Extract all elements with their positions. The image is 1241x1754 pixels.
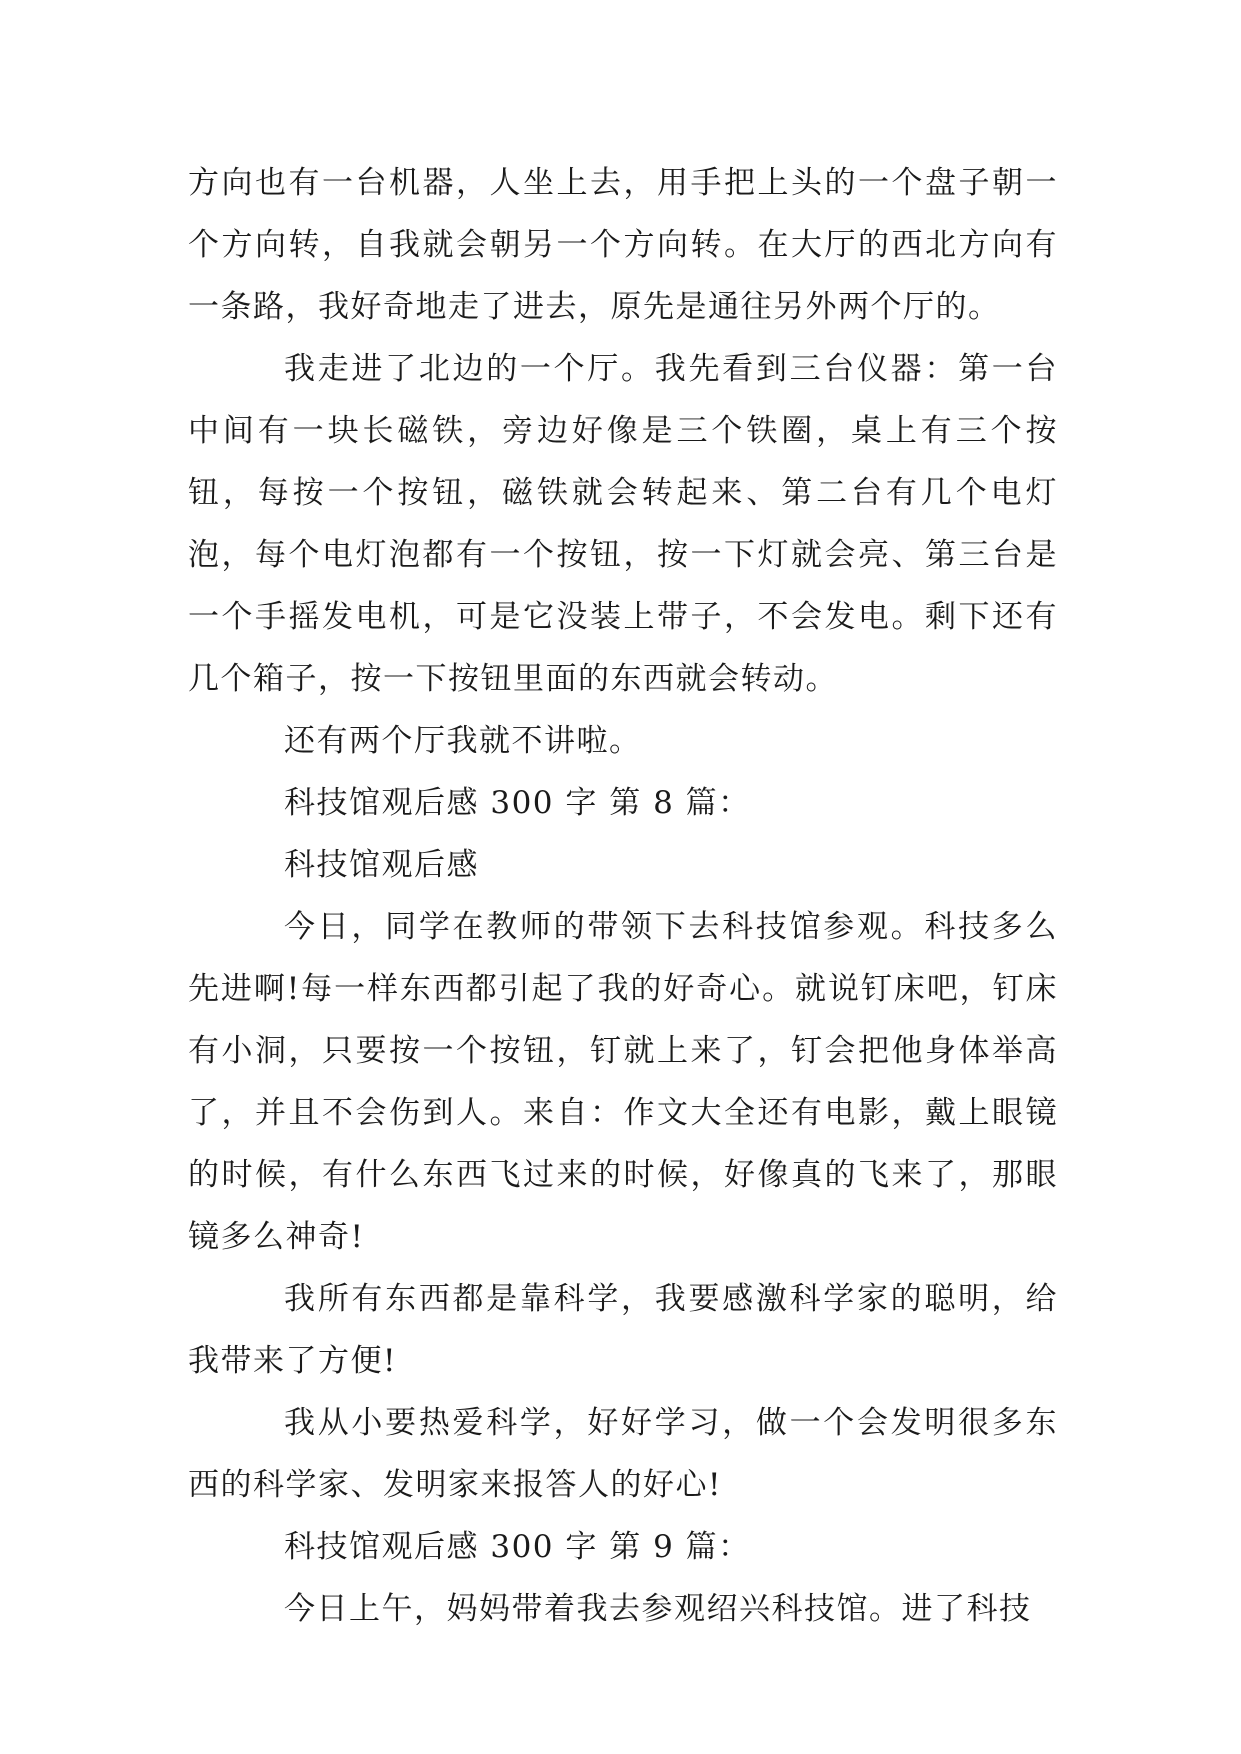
paragraph-10: 今日上午，妈妈带着我去参观绍兴科技馆。进了科技 [284, 1591, 1032, 1627]
document-body [188, 152, 1058, 1640]
paragraph-8: 我从小要热爱科学，好好学习，做一个会发明很多东西的科学家、发明家来报答人的好心! [188, 1405, 1058, 1503]
paragraph-6: 今日，同学在教师的带领下去科技馆参观。科技多么先进啊!每一样东西都引起了我的好奇心。就说钉床吧，钉床有小洞，只要按一个按钮，钉就上来了，钉会把他身体举高了，并且不会伤到人。来自：作文大全还有电影，戴上眼镜的时候，有什么东西飞过来的时候，好像真的飞来了，那眼镜多么神奇! [188, 909, 1058, 1255]
essay-title: 科技馆观后感 [284, 847, 479, 883]
paragraph-1: 方向也有一台机器，人坐上去，用手把上头的一个盘子朝一个方向转，自我就会朝另一个方向转。在大厅的西北方向有一条路，我好奇地走了进去，原先是通往另外两个厅的。 [188, 165, 1058, 325]
paragraph-7: 我所有东西都是靠科学，我要感激科学家的聪明，给我带来了方便! [188, 1281, 1058, 1379]
section-heading-8: 科技馆观后感 300 字 第 8 篇： [284, 785, 751, 821]
paragraph-3: 还有两个厅我就不讲啦。 [284, 723, 642, 759]
section-heading-9: 科技馆观后感 300 字 第 9 篇： [284, 1529, 751, 1565]
paragraph-2: 我走进了北边的一个厅。我先看到三台仪器：第一台中间有一块长磁铁，旁边好像是三个铁圈，桌上有三个按钮，每按一个按钮，磁铁就会转起来、第二台有几个电灯泡，每个电灯泡都有一个按钮，按一下灯就会亮、第三台是一个手摇发电机，可是它没装上带子，不会发电。剩下还有几个箱子，按一下按钮里面的东西就会转动。 [188, 351, 1058, 697]
